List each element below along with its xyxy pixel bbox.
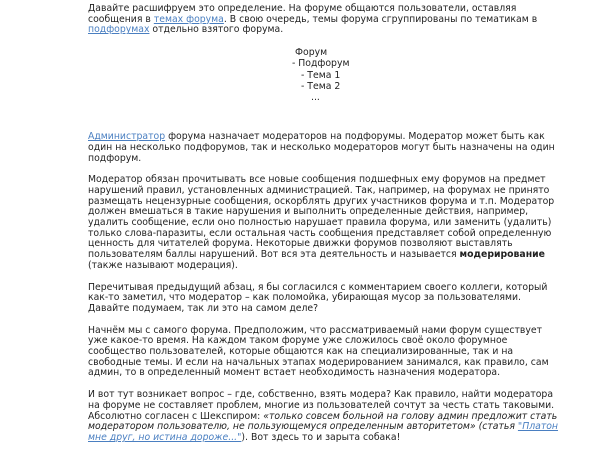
text-run: отдельно взятого форума. (149, 24, 284, 36)
paragraph-6 (88, 326, 560, 380)
text-run: И вот тут возникает вопрос – где, собственно, взять модера? Как правило, найти модератора на форуме не составляет проблем, многие из пользователей сочтут за честь стать таковыми. Абсолютно согласен с Шекспиром: (88, 389, 555, 422)
document-body (88, 4, 560, 455)
forum-structure-tree (292, 47, 560, 103)
paragraph-5 (88, 283, 560, 315)
italic-text: (статья (475, 421, 518, 433)
text-run: Давайте расшифруем это определение. На форуме общаются пользователи, оставляя сообщения в (88, 3, 517, 25)
link-platon-article[interactable]: "Платон мне друг, но истина дороже..." (88, 421, 559, 443)
tree-line-2: - Подфорум (292, 58, 350, 70)
italic-text: «только совсем больной на голову админ предложит стать модератором пользователю, не пользующемуся определенным авторитетом» (88, 410, 558, 433)
paragraph-3 (88, 132, 560, 164)
tree-line-4: - Тема 2 (301, 80, 341, 92)
text-run: (также называют модерация). (88, 259, 238, 271)
link-subforums[interactable]: подфорумах (88, 24, 150, 36)
tree-line-5: ... (311, 91, 320, 103)
tree-line-1: Форум (295, 47, 328, 59)
text-run: Начнём мы с самого форума. Предположим, что рассматриваемый нами форум существует уже какое-то время. На каждом таком форуме уже сложилось своё около форумное сообщество пользователей, которые общаются как на специализированные, так и на свободные темы. И если на начальных этапах модерированием занимался, как правило, сам админ, то в определенный момент встает необходимость назначения модератора. (88, 324, 549, 379)
paragraph-1 (88, 4, 560, 36)
text-run: форума назначает модераторов на подфорумы. Модератор может быть как один на несколько подфорумов, так и несколько модераторов могут быть назначены на один подфорум. (88, 131, 555, 164)
link-administrator[interactable]: Администратор (88, 131, 166, 143)
text-run: Перечитывая предыдущий абзац, я бы согласился с комментарием своего коллеги, который как-то заметил, что модератор – как поломойка, убирающая мусор за пользователями. Давайте подумаем, так ли это на самом деле? (88, 281, 548, 314)
text-run: . В свою очередь, темы форума сгруппированы по тематикам в (223, 13, 538, 25)
text-run: Модератор обязан прочитывать все новые сообщения подшефных ему форумов на предмет нарушений правил, установленных администрацией. Так, например, на форумах не принято размещать нецензурные сообщения, оскорблять других участников форума и т.п. Модератор должен вмешаться в такие нарушения и выполнить определенные действия, например, удалить сообщение, если оно полностью нарушает правила форума, или заменить (удалить) только слова-паразиты, если остальная часть сообщения представляет собой определенную ценность для читателей форума. Некоторые движки форумов позволяют выставлять пользователям баллы нарушений. Вот вся эта деятельность и называется (88, 174, 555, 261)
paragraph-7 (88, 390, 560, 444)
paragraph-4 (88, 175, 560, 271)
link-forum-topics[interactable]: темах форума (153, 13, 224, 25)
bold-text: модерирование (459, 249, 545, 261)
tree-line-3: - Тема 1 (301, 69, 341, 81)
text-run: ). Вот здесь то и зарыта собака! (241, 432, 401, 443)
